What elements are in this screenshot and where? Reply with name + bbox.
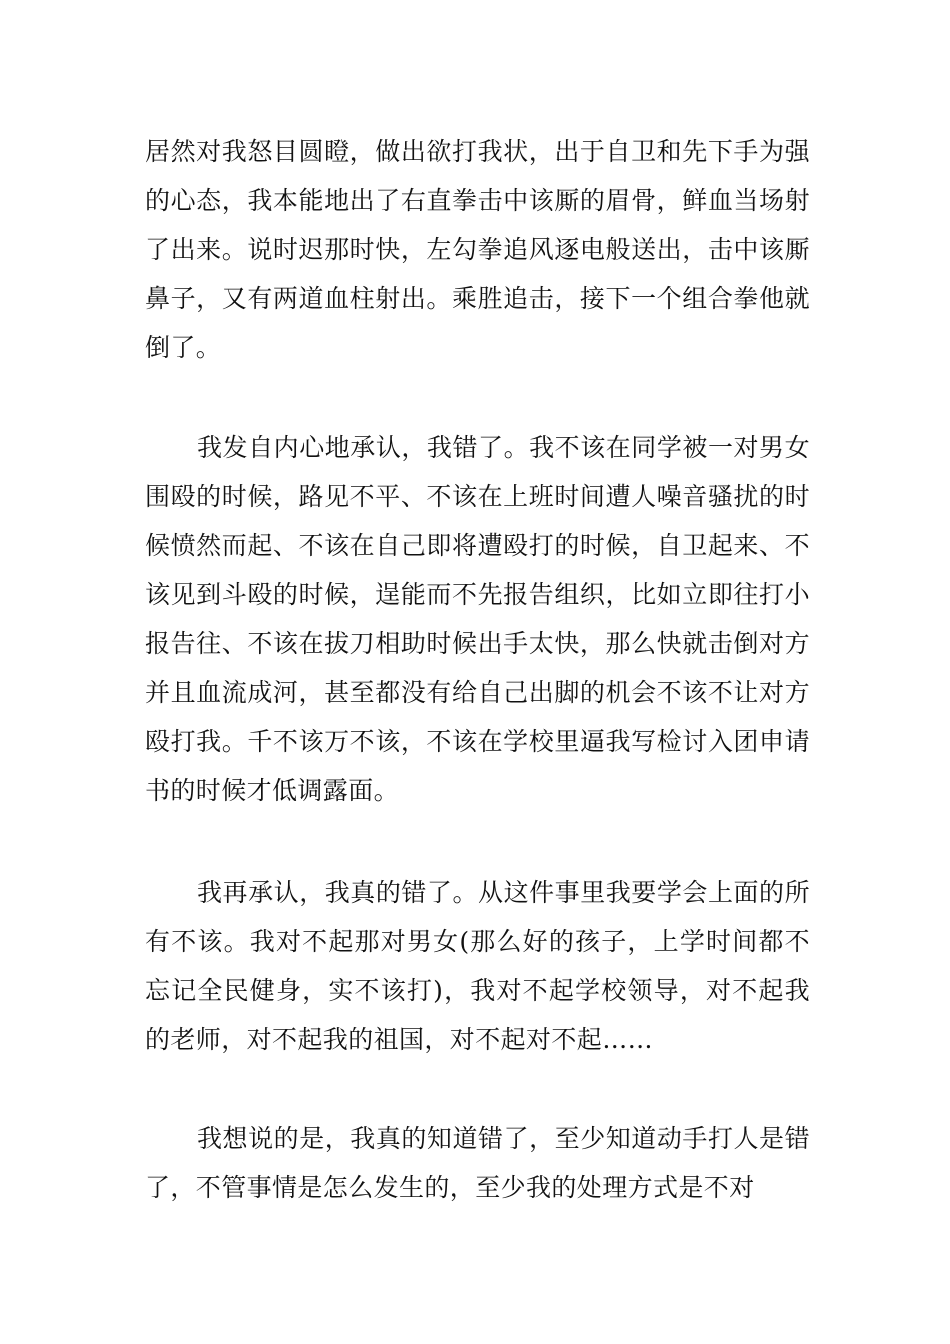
- paragraph-3: 我再承认，我真的错了。从这件事里我要学会上面的所有不该。我对不起那对男女(那么好的孩子，上学时间都不忘记全民健身，实不该打)，我对不起学校领导，对不起我的老师，对不起我的祖国，对不起对不起……: [145, 878, 810, 1054]
- paragraph-2: 我发自内心地承认，我错了。我不该在同学被一对男女围殴的时候，路见不平、不该在上班时间遭人噪音骚扰的时候愤然而起、不该在自己即将遭殴打的时候，自卫起来、不该见到斗殴的时候，逞能而不先报告组织，比如立即往打小报告往、不该在拔刀相助时候出手太快，那么快就击倒对方并且血流成河，甚至都没有给自己出脚的机会不该不让对方殴打我。千不该万不该，不该在学校里逼我写检讨入团申请书的时候才低调露面。: [145, 433, 810, 805]
- paragraph-1: 居然对我怒目圆瞪，做出欲打我状，出于自卫和先下手为强的心态，我本能地出了右直拳击中该厮的眉骨，鲜血当场射了出来。说时迟那时快，左勾拳追风逐电般送出，击中该厮鼻子，又有两道血柱射出。乘胜追击，接下一个组合拳他就倒了。: [145, 137, 810, 362]
- paragraph-4: 我想说的是，我真的知道错了，至少知道动手打人是错了，不管事情是怎么发生的，至少我的处理方式是不对: [145, 1124, 810, 1202]
